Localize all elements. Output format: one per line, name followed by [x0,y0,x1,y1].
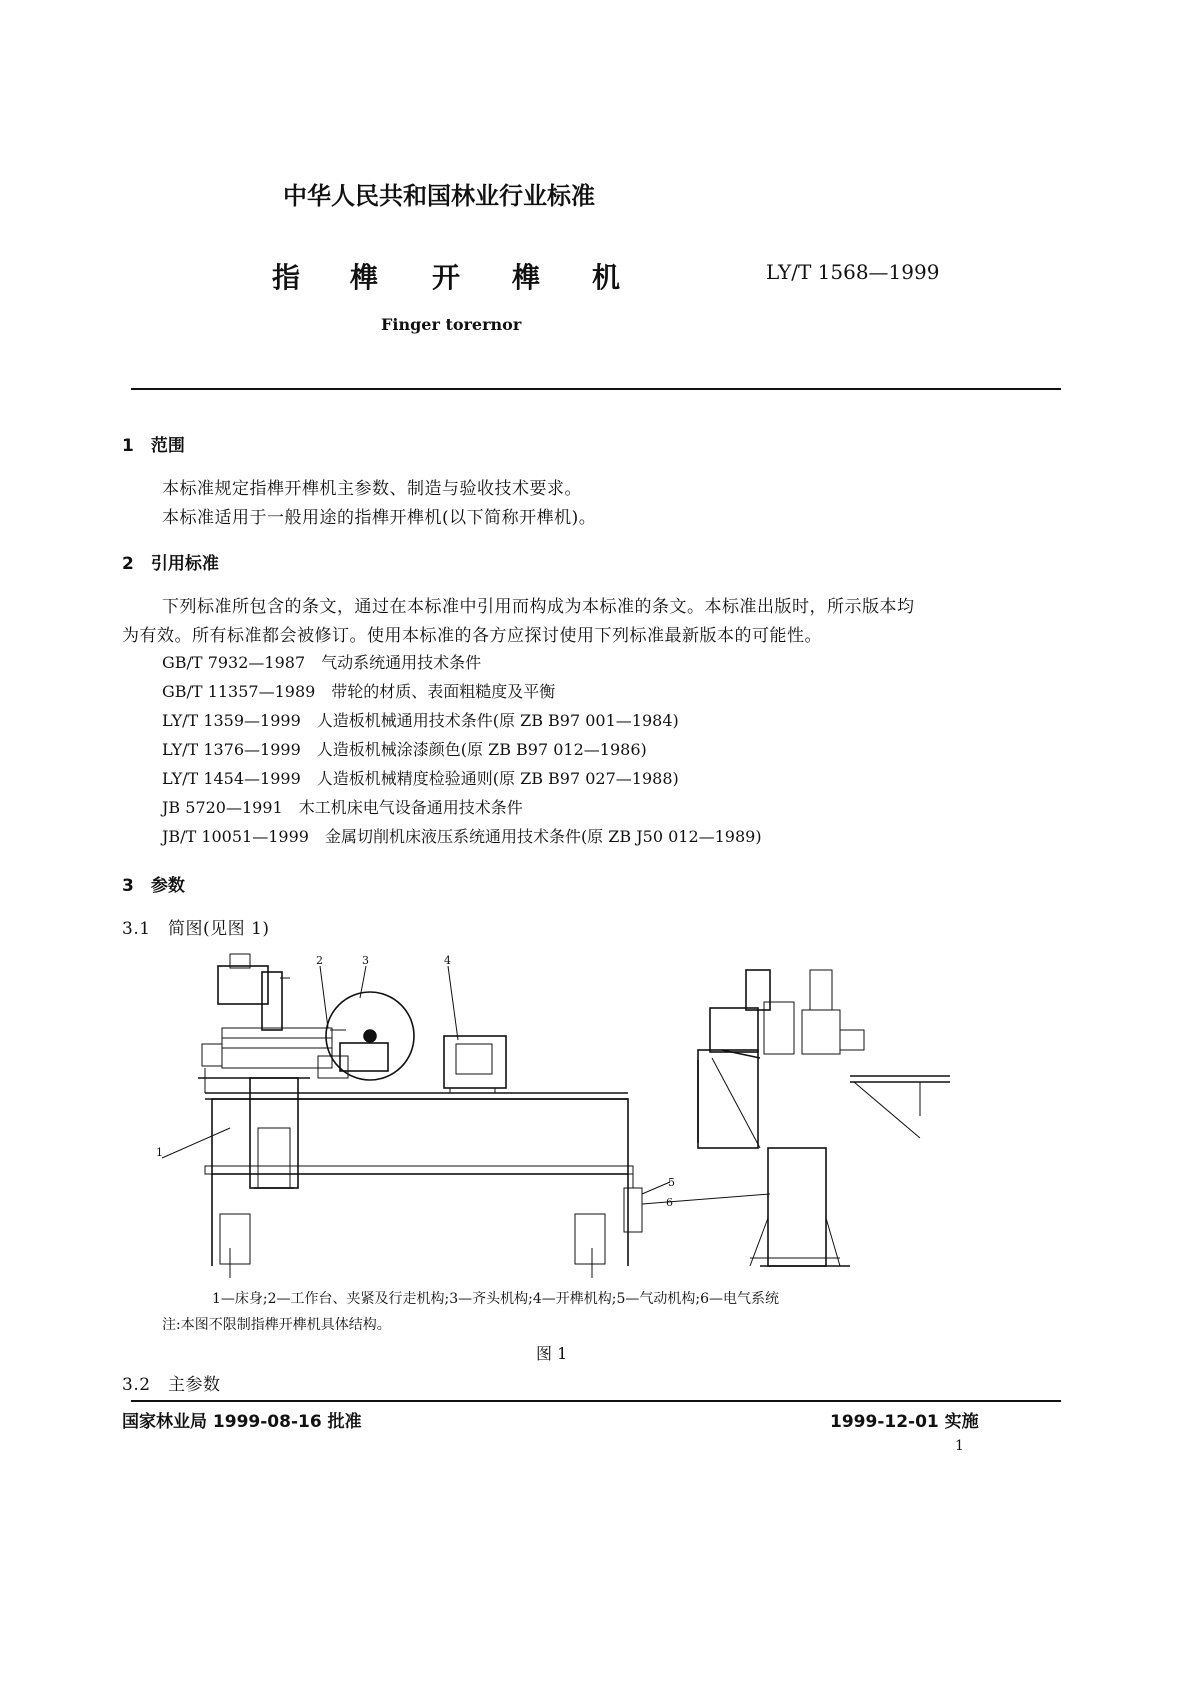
page-number: 1 [955,1438,964,1454]
approval-statement: 国家林业局 1999-08-16 批准 [122,1412,362,1432]
org-title: 中华人民共和国林业行业标准 [283,182,595,210]
figure-note: 注:本图不限制指榫开榫机具体结构。 [162,1317,391,1333]
section-2-intro-line-1: 下列标准所包含的条文，通过在本标准中引用而构成为本标准的条文。本标准出版时，所示版本均 [162,597,915,617]
reference-item: LY/T 1376—1999 人造板机械涂漆颜色(原 ZB B97 012—1986) [162,740,647,759]
reference-item: JB 5720—1991 木工机床电气设备通用技术条件 [162,798,523,817]
section-2-heading: 2 引用标准 [122,554,219,574]
reference-item: GB/T 7932—1987 气动系统通用技术条件 [162,653,482,672]
section-3-1-heading: 3.1 简图(见图 1) [122,919,270,939]
english-title: Finger torernor [381,315,522,334]
doc-title-char-1: 指 [272,261,301,294]
effective-date: 1999-12-01 实施 [830,1412,979,1432]
callout-6: 6 [666,1196,673,1209]
reference-item: JB/T 10051—1999 金属切削机床液压系统通用技术条件(原 ZB J50 012—1989) [162,827,762,846]
footer-rule [131,1400,1061,1402]
reference-item: LY/T 1359—1999 人造板机械通用技术条件(原 ZB B97 001—1984) [162,711,679,730]
section-3-2-heading: 3.2 主参数 [122,1375,221,1395]
finger-tenoner-diagram [150,948,970,1288]
section-2-intro-line-2: 为有效。所有标准都会被修订。使用本标准的各方应探讨使用下列标准最新版本的可能性。 [122,626,822,646]
callout-5: 5 [668,1176,675,1189]
doc-title-char-3: 开 [432,261,461,294]
header-rule [131,388,1061,390]
figure-caption: 图 1 [536,1344,568,1363]
callout-4: 4 [444,954,451,967]
callout-1: 1 [156,1146,163,1159]
section-1-paragraph: 本标准规定指榫开榫机主参数、制造与验收技术要求。 [162,479,582,499]
doc-title-char-2: 榫 [350,261,379,294]
figure-legend: 1—床身;2—工作台、夹紧及行走机构;3—齐头机构;4—开榫机构;5—气动机构;6—电气系统 [212,1291,780,1307]
standard-code: LY/T 1568—1999 [766,260,940,284]
callout-3: 3 [362,954,369,967]
reference-item: GB/T 11357—1989 带轮的材质、表面粗糙度及平衡 [162,682,556,701]
section-1-paragraph: 本标准适用于一般用途的指榫开榫机(以下简称开榫机)。 [162,508,597,528]
doc-title-char-4: 榫 [512,261,541,294]
callout-2: 2 [316,954,323,967]
section-1-heading: 1 范围 [122,436,185,456]
reference-item: LY/T 1454—1999 人造板机械精度检验通则(原 ZB B97 027—1988) [162,769,679,788]
section-3-heading: 3 参数 [122,876,185,896]
doc-title-char-5: 机 [592,261,621,294]
